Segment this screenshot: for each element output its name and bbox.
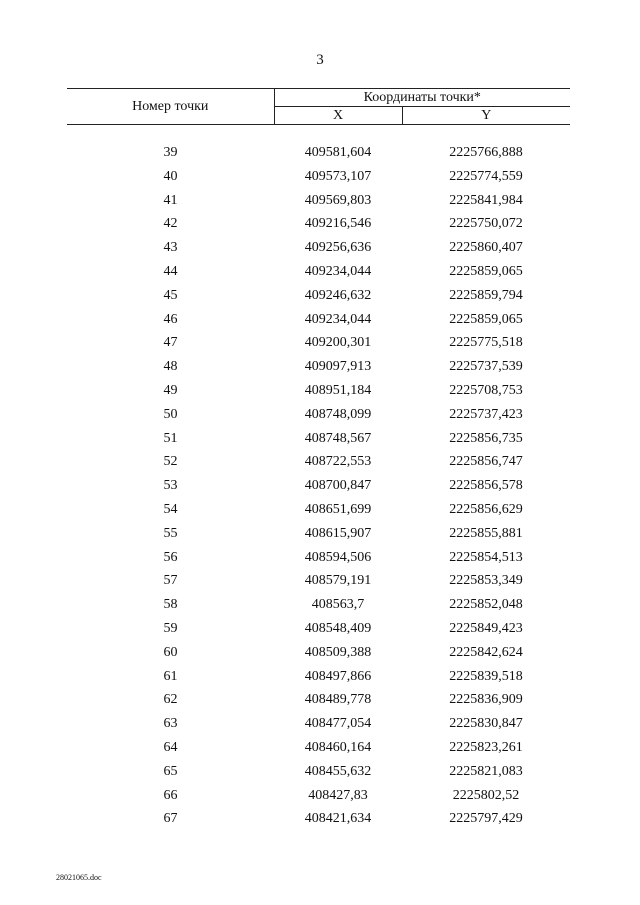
table-row [67, 331, 570, 355]
cell-x: 408460,164 [304, 739, 372, 755]
cell-x: 408509,388 [304, 644, 372, 660]
cell-y: 2225859,065 [449, 263, 523, 279]
table-row [67, 260, 570, 284]
cell-y: 2225830,847 [449, 716, 523, 732]
cell-x: 409234,044 [304, 263, 372, 279]
cell-x: 408427,83 [308, 787, 368, 803]
cell-y: 2225737,423 [449, 406, 523, 422]
cell-point-number: 41 [163, 192, 178, 208]
cell-x: 408700,847 [304, 478, 372, 494]
cell-y: 2225855,881 [449, 525, 523, 541]
cell-point-number: 47 [163, 335, 178, 351]
table-row [67, 165, 570, 189]
cell-y: 2225823,261 [449, 739, 523, 755]
table-row [67, 308, 570, 332]
coordinates-table [67, 88, 570, 831]
cell-point-number: 58 [163, 597, 178, 613]
table-row [67, 546, 570, 570]
cell-x: 408489,778 [304, 692, 372, 708]
cell-y: 2225854,513 [449, 549, 523, 565]
cell-point-number: 48 [163, 359, 178, 375]
cell-x: 408563,7 [311, 597, 365, 613]
cell-point-number: 52 [163, 454, 178, 470]
cell-point-number: 61 [163, 668, 178, 684]
cell-y: 2225802,52 [452, 787, 520, 803]
table-row [67, 522, 570, 546]
cell-y: 2225856,735 [449, 430, 523, 446]
cell-y: 2225836,909 [449, 692, 523, 708]
cell-y: 2225766,888 [449, 145, 523, 160]
cell-point-number: 62 [163, 692, 178, 708]
table-row [67, 569, 570, 593]
cell-point-number: 44 [163, 263, 178, 279]
cell-y: 2225853,349 [449, 573, 523, 589]
table-row [67, 355, 570, 379]
cell-point-number: 63 [163, 716, 178, 732]
header-point-number: Номер точки [67, 89, 274, 125]
cell-y: 2225841,984 [449, 192, 523, 208]
cell-x: 408548,409 [304, 620, 372, 636]
cell-x: 408579,191 [304, 573, 372, 589]
cell-y: 2225750,072 [449, 216, 523, 232]
cell-x: 408497,866 [304, 668, 372, 684]
table-row [67, 284, 570, 308]
cell-point-number: 51 [163, 430, 178, 446]
cell-x: 409256,636 [304, 240, 372, 256]
cell-y: 2225774,559 [449, 168, 523, 184]
table-row [67, 450, 570, 474]
table-row [67, 189, 570, 213]
table-row [67, 236, 570, 260]
header-y: Y [402, 107, 570, 125]
cell-x: 409234,044 [304, 311, 372, 327]
cell-y: 2225856,747 [449, 454, 523, 470]
cell-point-number: 45 [163, 287, 178, 303]
table-row [67, 665, 570, 689]
cell-x: 408455,632 [304, 763, 372, 779]
cell-y: 2225859,794 [449, 287, 523, 303]
cell-point-number: 55 [163, 525, 178, 541]
cell-y: 2225737,539 [449, 359, 523, 375]
cell-point-number: 46 [163, 311, 178, 327]
table-row [67, 427, 570, 451]
cell-point-number: 39 [163, 145, 178, 160]
table-row [67, 617, 570, 641]
cell-y: 2225860,407 [449, 240, 523, 256]
cell-point-number: 66 [163, 787, 178, 803]
cell-point-number: 57 [163, 573, 178, 589]
table-row [67, 641, 570, 665]
table-row [67, 125, 570, 165]
cell-y: 2225842,624 [449, 644, 523, 660]
cell-y: 2225859,065 [449, 311, 523, 327]
cell-point-number: 56 [163, 549, 178, 565]
cell-point-number: 54 [163, 501, 178, 517]
coordinates-table-container [67, 88, 570, 831]
cell-x: 409200,301 [304, 335, 372, 351]
footer-filename: 28021065.doc [56, 873, 102, 882]
table-row [67, 403, 570, 427]
cell-point-number: 67 [163, 811, 178, 827]
cell-x: 409581,604 [304, 145, 372, 160]
table-row [67, 212, 570, 236]
cell-x: 408594,506 [304, 549, 372, 565]
cell-y: 2225775,518 [449, 335, 523, 351]
cell-x: 409216,546 [304, 216, 372, 232]
table-row [67, 688, 570, 712]
table-row [67, 807, 570, 831]
cell-point-number: 49 [163, 382, 178, 398]
table-row [67, 474, 570, 498]
page-number: 3 [316, 52, 324, 68]
cell-point-number: 40 [163, 168, 178, 184]
cell-x: 408722,553 [304, 454, 372, 470]
cell-x: 409246,632 [304, 287, 372, 303]
table-row [67, 712, 570, 736]
cell-x: 409097,913 [304, 359, 372, 375]
table-row [67, 498, 570, 522]
cell-x: 408951,184 [304, 382, 372, 398]
table-header [67, 89, 570, 125]
cell-y: 2225856,578 [449, 478, 523, 494]
cell-x: 408615,907 [304, 525, 372, 541]
cell-point-number: 50 [163, 406, 178, 422]
cell-point-number: 42 [163, 216, 178, 232]
cell-x: 409573,107 [304, 168, 372, 184]
table-row [67, 736, 570, 760]
cell-y: 2225839,518 [449, 668, 523, 684]
cell-x: 408748,567 [304, 430, 372, 446]
cell-point-number: 43 [163, 240, 178, 256]
cell-point-number: 53 [163, 478, 178, 494]
cell-x: 408477,054 [304, 716, 372, 732]
cell-point-number: 65 [163, 763, 178, 779]
cell-x: 408651,699 [304, 501, 372, 517]
cell-y: 2225797,429 [449, 811, 523, 827]
cell-x: 409569,803 [304, 192, 372, 208]
table-row [67, 760, 570, 784]
cell-x: 408748,099 [304, 406, 372, 422]
header-x: X [274, 107, 402, 125]
table-row [67, 593, 570, 617]
header-coordinates: Координаты точки* [274, 89, 570, 107]
cell-y: 2225856,629 [449, 501, 523, 517]
cell-point-number: 59 [163, 620, 178, 636]
cell-point-number: 60 [163, 644, 178, 660]
table-row [67, 784, 570, 808]
cell-y: 2225821,083 [449, 763, 523, 779]
cell-point-number: 64 [163, 739, 178, 755]
cell-y: 2225852,048 [449, 597, 523, 613]
cell-y: 2225708,753 [449, 382, 523, 398]
table-body [67, 125, 570, 832]
table-row [67, 379, 570, 403]
cell-x: 408421,634 [304, 811, 372, 827]
cell-y: 2225849,423 [449, 620, 523, 636]
